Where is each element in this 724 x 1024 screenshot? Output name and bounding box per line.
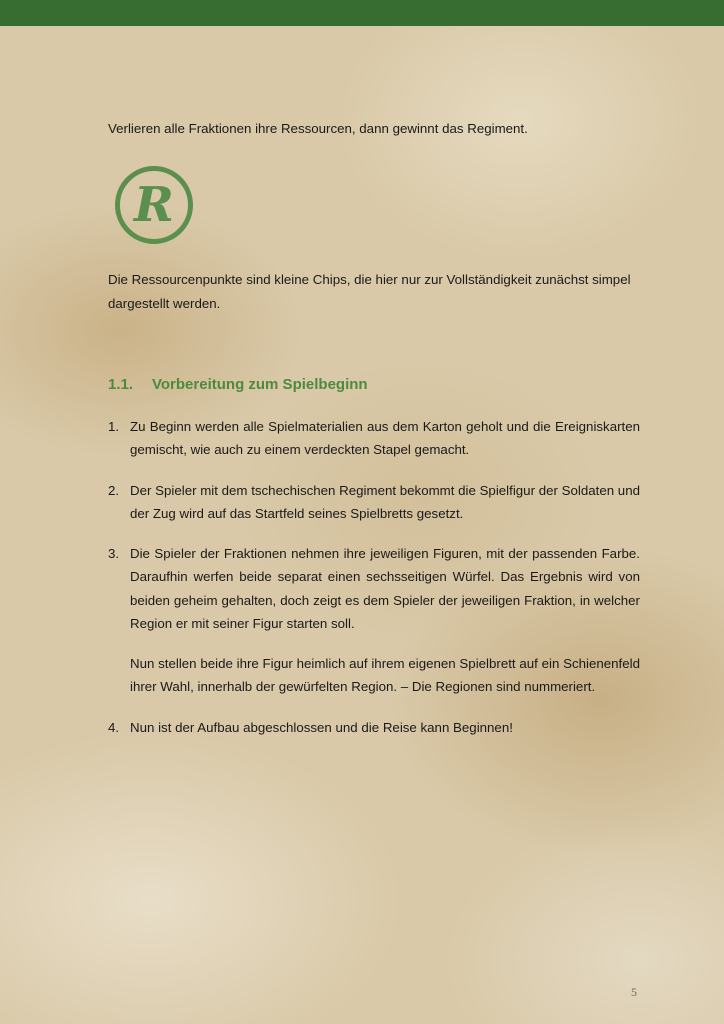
list-item-text: Zu Beginn werden alle Spielmaterialien aus dem Karton geholt und die Ereigniskarten gemischt, wie auch zu einem verdeckten Stapel gemacht. [130, 419, 640, 458]
list-item-number: 1. [108, 419, 120, 434]
list-item-continuation [108, 652, 640, 699]
list-item-text: Die Spieler der Fraktionen nehmen ihre jeweiligen Figuren, mit der passenden Farbe. Daraufhin werfen beide separat einen sechsseitigen Würfel. Das Ergebnis wird von beiden geheim gehalten, doch zeigt es dem Spieler der jeweiligen Fraktion, in welcher Region er mit seiner Figur starten soll. [130, 546, 640, 631]
section-number: 1.1. [108, 376, 134, 393]
list-item-text: Nun ist der Aufbau abgeschlossen und die Reise kann Beginnen! [130, 720, 513, 735]
intro-sentence: Verlieren alle Fraktionen ihre Ressourcen, dann gewinnt das Regiment. [108, 121, 528, 136]
resource-chip-letter: R [134, 177, 174, 233]
list-item [108, 542, 640, 635]
resource-paragraph: Die Ressourcenpunkte sind kleine Chips, die hier nur zur Vollständigkeit zunächst simpel dargestellt werden. [108, 272, 631, 311]
list-item-number: 2. [108, 483, 120, 498]
header-bar [0, 0, 724, 26]
list-item [108, 716, 640, 739]
section-title: Vorbereitung zum Spielbeginn [152, 376, 368, 393]
resource-chip-icon [114, 165, 194, 245]
list-item-number: 3. [108, 546, 120, 561]
page-number: 5 [631, 985, 637, 999]
list-item-text: Nun stellen beide ihre Figur heimlich auf ihrem eigenen Spielbrett auf ein Schienenfeld ihrer Wahl, innerhalb der gewürfelten Region. – Die Regionen sind nummeriert. [130, 656, 640, 695]
section-heading [108, 373, 368, 397]
list-item-number: 4. [108, 720, 120, 735]
list-item [108, 415, 640, 462]
list-item [108, 479, 640, 526]
list-item-text: Der Spieler mit dem tschechischen Regiment bekommt die Spielfigur der Soldaten und der Zug wird auf das Startfeld seines Spielbretts gesetzt. [130, 483, 640, 522]
